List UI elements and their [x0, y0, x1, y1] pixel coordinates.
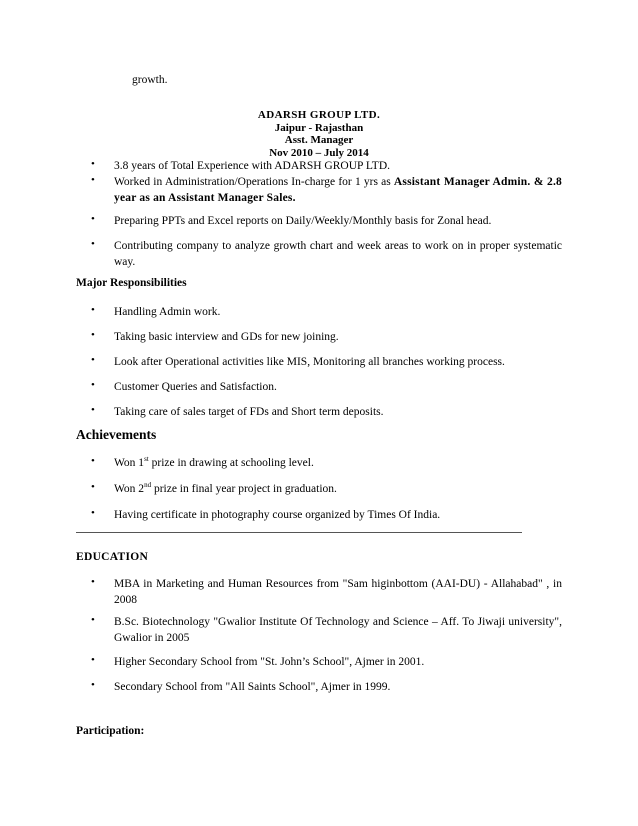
participation-heading: Participation:	[76, 725, 145, 737]
company-name: ADARSH GROUP LTD.	[257, 109, 381, 121]
bullet-icon: •	[91, 654, 95, 666]
bullet-icon: •	[91, 354, 95, 366]
bullet-icon: •	[91, 158, 95, 170]
bullet-icon: •	[91, 379, 95, 391]
bullet-icon: •	[91, 329, 95, 341]
job-location: Jaipur - Rajasthan	[274, 121, 364, 134]
bullet-icon: •	[91, 213, 95, 225]
bullet-icon: •	[91, 404, 95, 416]
bullet-icon: •	[91, 238, 95, 250]
job-header	[0, 109, 638, 159]
bullet-icon: •	[91, 481, 95, 493]
job-period: Nov 2010 – July 2014	[269, 146, 369, 159]
bullet-icon: •	[91, 174, 95, 186]
continued-text: growth.	[132, 74, 168, 86]
section-divider	[76, 532, 522, 533]
bullet-icon: •	[91, 614, 95, 626]
achievements-heading: Achievements	[76, 427, 157, 442]
job-title: Asst. Manager	[284, 134, 354, 146]
bullet-icon: •	[91, 679, 95, 691]
bullet-icon: •	[91, 507, 95, 519]
bullet-icon: •	[91, 576, 95, 588]
bullet-icon: •	[91, 455, 95, 467]
major-responsibilities-heading: Major Responsibilities	[76, 277, 187, 289]
bullet-icon: •	[91, 304, 95, 316]
education-heading: EDUCATION	[76, 551, 149, 563]
